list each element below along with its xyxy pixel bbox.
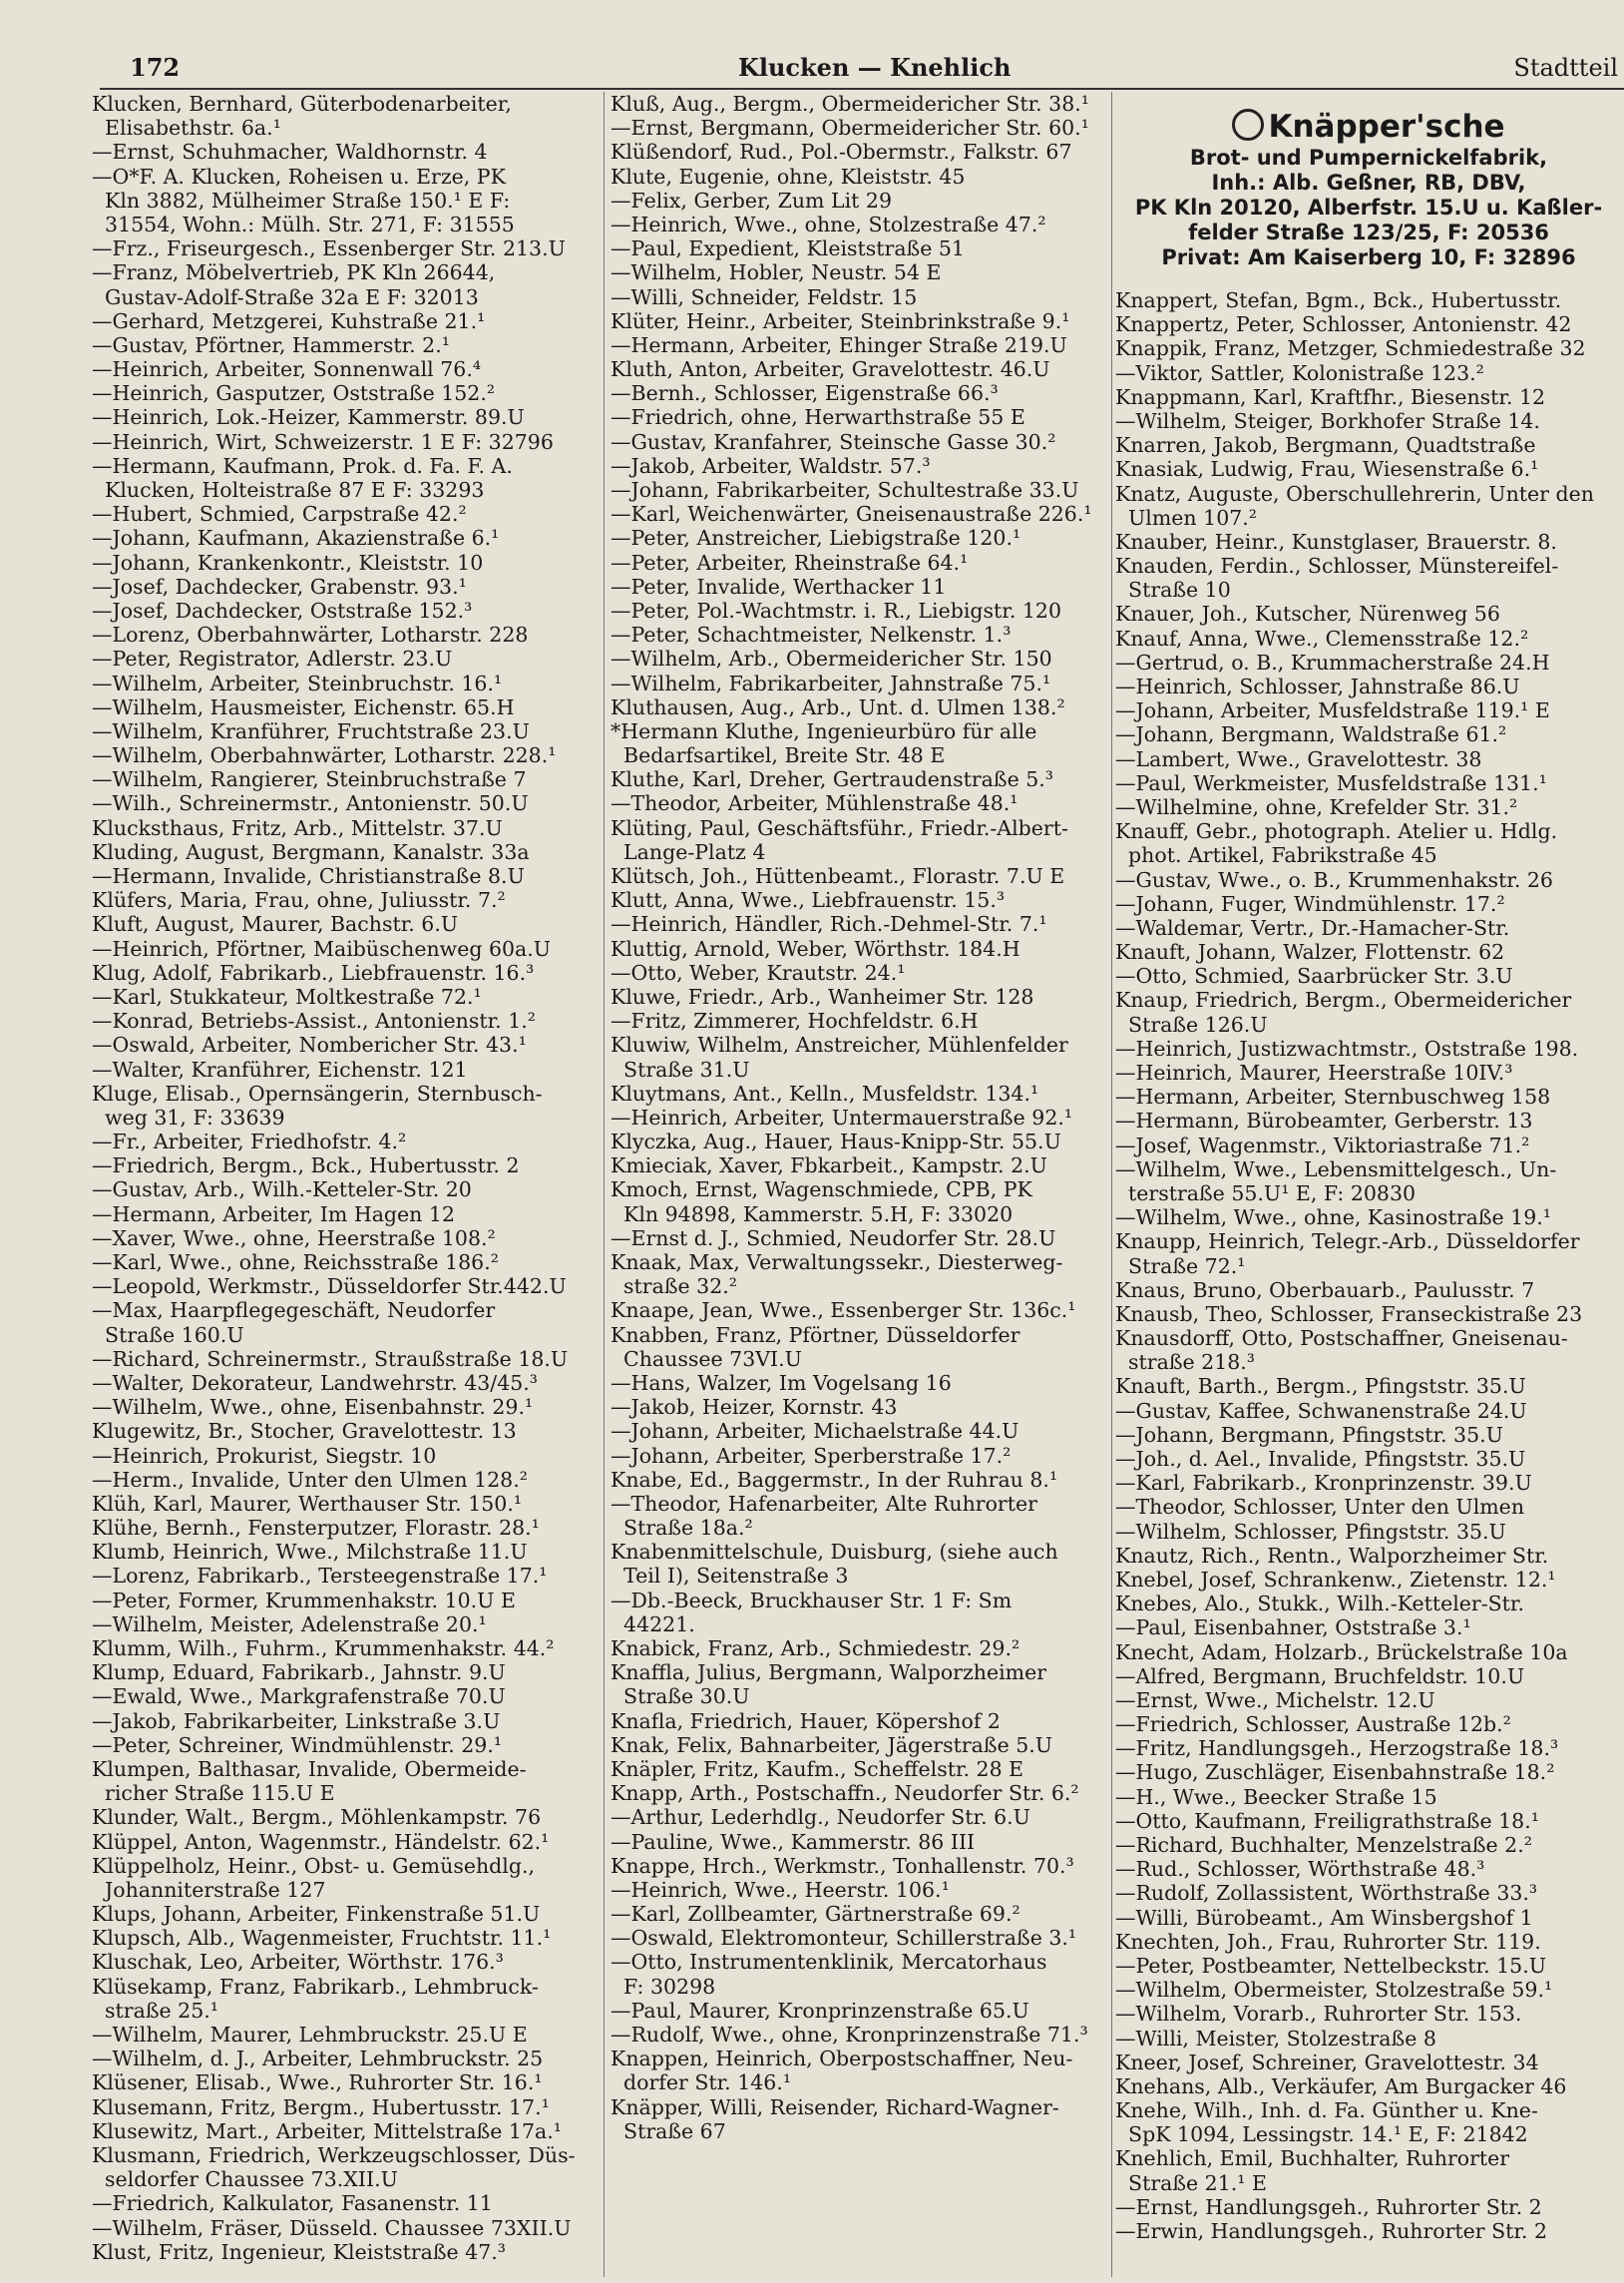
directory-entry-line: dorfer Str. 146.¹ [610,2070,792,2095]
page-title: Klucken — Knehlich [738,53,1012,82]
directory-entry-line: —Oswald, Arbeiter, Nombericher Str. 43.¹ [92,1033,527,1058]
directory-entry-line: Straße 30.U [610,1684,750,1709]
ad-line: PK Kln 20120, Alberfstr. 15.U u. Kaßler- [1134,196,1603,220]
directory-entry-line: —Xaver, Wwe., ohne, Heerstraße 108.² [92,1225,496,1250]
ad-title: Knäpper'sche [1268,109,1505,145]
directory-entry-line: Lange-Platz 4 [610,839,766,864]
directory-entry-line: Knappertz, Peter, Schlosser, Antonienstr. 42 [1115,312,1572,337]
directory-entry-line: —Peter, Arbeiter, Rheinstraße 64.¹ [610,550,969,575]
directory-entry-line: —Oswald, Elektromonteur, Schillerstraße 3.¹ [610,1926,1077,1951]
directory-entry-line: Knaup, Friedrich, Bergm., Obermeidericher [1115,988,1572,1013]
directory-entry-line: —Heinrich, Justizwachtmstr., Oststraße 198. [1115,1036,1579,1061]
directory-entry-line: —Hans, Walzer, Im Vogelsang 16 [610,1370,952,1395]
directory-entry-line: Klüh, Karl, Maurer, Werthauser Str. 150.¹ [92,1491,523,1516]
directory-entry-line: —Paul, Werkmeister, Musfeldstraße 131.¹ [1115,770,1547,795]
directory-entry-line: —Frz., Friseurgesch., Essenberger Str. 213.U [92,236,566,261]
directory-entry-line: —Richard, Schreinermstr., Straußstraße 18.U [92,1346,569,1371]
directory-entry-line: —Jakob, Fabrikarbeiter, Linkstraße 3.U [92,1708,501,1733]
directory-entry-line: Klugewitz, Br., Stocher, Gravelottestr. 13 [92,1419,517,1444]
directory-entry-line: Knehe, Wilh., Inh. d. Fa. Günther u. Kne- [1115,2098,1538,2123]
directory-entry-line: Klupsch, Alb., Wagenmeister, Fruchtstr. 11.¹ [92,1926,552,1951]
directory-entry-line: —Wilhelm, Meister, Adelenstraße 20.¹ [92,1611,487,1636]
directory-entry-line: Knechten, Joh., Frau, Ruhrorter Str. 119. [1115,1929,1541,1954]
directory-entry-line: —Heinrich, Wirt, Schweizerstr. 1 E F: 32796 [92,429,554,454]
directory-entry-line: Straße 72.¹ [1115,1253,1246,1278]
directory-entry-line: —Heinrich, Arbeiter, Sonnenwall 76.⁴ [92,357,482,382]
directory-entry-line: —Rud., Schlosser, Wörthstraße 48.³ [1115,1857,1485,1882]
directory-entry-line: —Gustav, Wwe., o. B., Krummenhakstr. 26 [1115,867,1553,892]
directory-entry-line: —Lambert, Wwe., Gravelottestr. 38 [1115,746,1482,771]
directory-entry-line: Straße 21.¹ E [1115,2170,1267,2195]
directory-entry-line: Klüting, Paul, Geschäftsführ., Friedr.-Albert- [610,815,1068,840]
directory-entry-line: —Johann, Arbeiter, Sperberstraße 17.² [610,1443,1012,1468]
directory-entry-line: weg 31, F: 33639 [92,1105,285,1130]
directory-entry-line: Straße 160.U [92,1322,244,1347]
directory-entry-line: —Otto, Instrumentenklinik, Mercatorhaus [610,1950,1047,1975]
directory-entry-line: Klumb, Heinrich, Wwe., Milchstraße 11.U [92,1540,528,1565]
directory-entry-line: —Rudolf, Zollassistent, Wörthstraße 33.³ [1115,1881,1538,1906]
directory-entry-line: Klute, Eugenie, ohne, Kleiststr. 45 [610,164,966,189]
directory-entry-line: 31554, Wohn.: Mülh. Str. 271, F: 31555 [92,212,515,236]
directory-entry-line: —Wilhelm, Arb., Obermeidericher Str. 150 [610,647,1052,672]
directory-entry-line: Kluß, Aug., Bergm., Obermeidericher Str. 38.¹ [610,92,1089,116]
directory-entry-line: Knabe, Ed., Baggermstr., In der Ruhrau 8.¹ [610,1467,1058,1492]
directory-entry-line: —Wilhelm, Obermeister, Stolzestraße 59.¹ [1115,1978,1553,2003]
directory-entry-line: richer Straße 115.U E [92,1781,335,1806]
ad-line: Inh.: Alb. Geßner, RB, DBV, [1211,171,1526,195]
directory-entry-line: Straße 18a.² [610,1516,753,1541]
directory-entry-line: —H., Wwe., Beecker Straße 15 [1115,1784,1437,1809]
directory-entry-line: Knappe, Hrch., Werkmstr., Tonhallenstr. 70.³ [610,1853,1074,1878]
directory-entry-line: —Gustav, Pförtner, Hammerstr. 2.¹ [92,332,450,357]
directory-entry-line: Kluth, Anton, Arbeiter, Gravelottestr. 46.U [610,357,1050,382]
directory-entry-line: —Wilhelmine, ohne, Krefelder Str. 31.² [1115,794,1518,819]
directory-entry-line: —Wilhelm, Hausmeister, Eichenstr. 65.H [92,694,515,719]
directory-entry-line: Knaupp, Heinrich, Telegr.-Arb., Düsseldorfer [1115,1229,1580,1254]
directory-entry-line: Klusemann, Fritz, Bergm., Hubertusstr. 17.¹ [92,2094,550,2119]
directory-entry-line: —Konrad, Betriebs-Assist., Antonienstr. 1.² [92,1009,536,1034]
directory-entry-line: —Heinrich, Pförtner, Maibüschenweg 60a.U [92,936,552,961]
directory-entry-line: —Karl, Zollbeamter, Gärtnerstraße 69.² [610,1902,1020,1927]
directory-entry-line: Ulmen 107.² [1115,505,1258,530]
directory-entry-line: Knausdorff, Otto, Postschaffner, Gneisenau- [1115,1326,1568,1351]
directory-entry-line: Knauft, Johann, Walzer, Flottenstr. 62 [1115,940,1505,965]
directory-entry-line: *Hermann Kluthe, Ingenieurbüro für alle [610,718,1037,743]
directory-entry-line: —Otto, Weber, Krautstr. 24.¹ [610,960,906,985]
directory-entry-line: Knausb, Theo, Schlosser, Franseckistraße 23 [1115,1301,1583,1326]
directory-entry-line: —Wilh., Schreinermstr., Antonienstr. 50.U [92,791,529,816]
directory-entry-line: Kluttig, Arnold, Weber, Wörthstr. 184.H [610,936,1020,961]
directory-entry-line: Kluwe, Friedr., Arb., Wanheimer Str. 128 [610,984,1034,1009]
directory-entry-line: —Hermann, Arbeiter, Im Hagen 12 [92,1201,455,1226]
directory-entry-line: terstraße 55.U¹ E, F: 20830 [1115,1180,1417,1205]
directory-entry-line: —Otto, Kaufmann, Freiligrathstraße 18.¹ [1115,1808,1539,1833]
directory-entry-line: —Arthur, Lederhdlg., Neudorfer Str. 6.U [610,1805,1030,1830]
directory-entry-line: —Joh., d. Ael., Invalide, Pfingststr. 35.U [1115,1447,1526,1471]
directory-entry-line: Knabben, Franz, Pförtner, Düsseldorfer [610,1322,1020,1347]
directory-entry-line: —Wilhelm, Oberbahnwärter, Lotharstr. 228.¹ [92,743,557,768]
directory-entry-line: Klusmann, Friedrich, Werkzeugschlosser, Düs- [92,2142,576,2167]
directory-entry-line: —Johann, Krankenkontr., Kleiststr. 10 [92,550,484,575]
directory-entry-line: Knauft, Barth., Bergm., Pfingststr. 35.U [1115,1374,1526,1399]
directory-entry-line: —Karl, Weichenwärter, Gneisenaustraße 226.¹ [610,502,1092,527]
directory-entry-line: —Ernst d. J., Schmied, Neudorfer Str. 28.U [610,1225,1056,1250]
directory-entry-line: Klumpen, Balthasar, Invalide, Obermeide- [92,1756,527,1781]
directory-entry-line: Kluytmans, Ant., Kelln., Musfeldstr. 134.¹ [610,1081,1039,1106]
directory-entry-line: —Jakob, Arbeiter, Waldstr. 57.³ [610,453,931,478]
directory-entry-line: —Willi, Schneider, Feldstr. 15 [610,284,918,309]
directory-entry-line: Kln 3882, Mülheimer Straße 150.¹ E F: [92,188,511,213]
directory-entry-line: —Wilhelm, Arbeiter, Steinbruchstr. 16.¹ [92,671,503,695]
directory-entry-line: —Peter, Invalide, Werthacker 11 [610,574,947,599]
directory-entry-line: Knauber, Heinr., Kunstglaser, Brauerstr. 8. [1115,529,1557,554]
directory-entry-line: Kluding, August, Bergmann, Kanalstr. 33a [92,839,530,864]
directory-entry-line: Klucken, Holteistraße 87 E F: 33293 [92,478,485,502]
directory-entry-line: —Fr., Arbeiter, Friedhofstr. 4.² [92,1130,407,1154]
directory-entry-line: —Hermann, Invalide, Christianstraße 8.U [92,864,525,888]
directory-entry-line: Klüfers, Maria, Frau, ohne, Juliusstr. 7.² [92,888,506,913]
directory-entry-line: —Ernst, Wwe., Michelstr. 12.U [1115,1687,1435,1712]
directory-entry-line: —Richard, Buchhalter, Menzelstraße 2.² [1115,1833,1532,1857]
directory-entry-line: Klucksthaus, Fritz, Arb., Mittelstr. 37.U [92,815,503,840]
directory-entry-line: phot. Artikel, Fabrikstraße 45 [1115,843,1437,868]
directory-entry-line: Knehans, Alb., Verkäufer, Am Burgacker 46 [1115,2073,1567,2098]
ad-line: felder Straße 123/25, F: 20536 [1188,221,1549,244]
directory-entry-line: Kln 94898, Kammerstr. 5.H, F: 33020 [610,1201,1014,1226]
directory-entry-line: Knaape, Jean, Wwe., Essenberger Str. 136c.¹ [610,1298,1076,1323]
directory-entry-line: —Bernh., Schlosser, Eigenstraße 66.³ [610,381,999,406]
directory-entry-line: —Karl, Fabrikarb., Kronprinzenstr. 39.U [1115,1471,1532,1496]
directory-entry-line: —Gertrud, o. B., Krummacherstraße 24.H [1115,650,1550,675]
directory-entry-line: —Josef, Wagenmstr., Viktoriastraße 71.² [1115,1133,1530,1157]
directory-entry-line: Knappik, Franz, Metzger, Schmiedestraße 32 [1115,336,1586,361]
directory-entry-line: straße 25.¹ [92,1998,218,2023]
directory-entry-line: —Theodor, Arbeiter, Mühlenstraße 48.¹ [610,791,1018,816]
directory-entry-line: —Gustav, Arb., Wilh.-Ketteler-Str. 20 [92,1177,472,1202]
directory-entry-line: Knabick, Franz, Arb., Schmiedestr. 29.² [610,1636,1020,1660]
directory-entry-line: —Paul, Expedient, Kleiststraße 51 [610,236,965,261]
directory-entry-line: straße 218.³ [1115,1350,1256,1375]
directory-entry-line: —Otto, Schmied, Saarbrücker Str. 3.U [1115,964,1513,989]
directory-entry-line: —Wilhelm, Fabrikarbeiter, Jahnstraße 75.¹ [610,671,1051,695]
directory-entry-line: —Viktor, Sattler, Kolonistraße 123.² [1115,360,1484,385]
directory-entry-line: —Heinrich, Schlosser, Jahnstraße 86.U [1115,675,1520,698]
directory-entry-line: Knaak, Max, Verwaltungssekr., Diesterweg- [610,1250,1063,1274]
directory-entry-line: —Wilhelm, Schlosser, Pfingststr. 35.U [1115,1519,1506,1544]
directory-entry-line: —Lorenz, Fabrikarb., Tersteegenstraße 17.¹ [92,1564,548,1589]
header-right-label: Stadtteil [1513,54,1618,82]
directory-entry-line: Kneer, Josef, Schreiner, Gravelottestr. 34 [1115,2050,1539,2074]
directory-entry-line: —Db.-Beeck, Bruckhauser Str. 1 F: Sm [610,1588,1013,1612]
directory-entry-line: —Wilhelm, Vorarb., Ruhrorter Str. 153. [1115,2002,1522,2027]
directory-entry-line: —Wilhelm, Wwe., ohne, Kasinostraße 19.¹ [1115,1205,1551,1230]
page-number: 172 [130,53,181,82]
directory-entry-line: —Josef, Dachdecker, Oststraße 152.³ [92,598,473,623]
directory-entry-line: —Heinrich, Maurer, Heerstraße 10IV.³ [1115,1061,1513,1085]
ad-line: Brot- und Pumpernickelfabrik, [1189,146,1548,170]
directory-entry-line: Klyczka, Aug., Hauer, Haus-Knipp-Str. 55.U [610,1130,1061,1154]
directory-entry-line: —Peter, Pol.-Wachtmstr. i. R., Liebigstr. 120 [610,598,1061,623]
directory-entry-line: —Franz, Möbelvertrieb, PK Kln 26644, [92,260,496,285]
directory-entry-line: Straße 126.U [1115,1012,1268,1037]
directory-entry-line: —Johann, Arbeiter, Michaelstraße 44.U [610,1419,1019,1444]
directory-entry-line: Klust, Fritz, Ingenieur, Kleiststraße 47.³ [92,2239,507,2264]
directory-entry-line: Chaussee 73VI.U [610,1346,802,1371]
directory-entry-line: Johanniterstraße 127 [92,1877,326,1902]
directory-entry-line: —Willi, Meister, Stolzestraße 8 [1115,2026,1436,2051]
directory-entry-line: Klumm, Wilh., Fuhrm., Krummenhakstr. 44.² [92,1636,555,1660]
column-2 [610,92,1119,2279]
directory-entry-line: —Hermann, Arbeiter, Ehinger Straße 219.U [610,332,1067,357]
directory-entry-line: —Hermann, Bürobeamter, Gerberstr. 13 [1115,1109,1533,1134]
advertisement [1115,108,1622,270]
directory-entry-line: —Waldemar, Vertr., Dr.-Hamacher-Str. [1115,915,1510,940]
page-header [100,48,1624,90]
directory-entry-line: —Josef, Dachdecker, Grabenstr. 93.¹ [92,574,467,599]
directory-entry-line: —Wilhelm, Kranführer, Fruchtstraße 23.U [92,718,530,743]
directory-entry-line: —Gerhard, Metzgerei, Kuhstraße 21.¹ [92,308,486,333]
directory-entry-line: —Gustav, Kranfahrer, Steinsche Gasse 30.² [610,429,1056,454]
directory-entry-line: Knafla, Friedrich, Hauer, Köpershof 2 [610,1708,1001,1733]
directory-entry-line: Kluschak, Leo, Arbeiter, Wörthstr. 176.³ [92,1950,504,1975]
directory-entry-line: Straße 10 [1115,578,1231,603]
directory-entry-line: —Heinrich, Wwe., Heerstr. 106.¹ [610,1877,950,1902]
directory-entry-line: —Heinrich, Arbeiter, Untermauerstraße 92.¹ [610,1105,1073,1130]
directory-entry-line: —Herm., Invalide, Unter den Ulmen 128.² [92,1467,528,1492]
directory-entry-line: Knautz, Rich., Rentn., Walporzheimer Str. [1115,1543,1549,1568]
directory-entry-line: —Ernst, Bergmann, Obermeidericher Str. 60.¹ [610,116,1089,141]
directory-entry-line: Klüsekamp, Franz, Fabrikarb., Lehmbruck- [92,1974,539,1999]
directory-entry-line: —Wilhelm, Wwe., ohne, Eisenbahnstr. 29.¹ [92,1395,534,1420]
directory-entry-line: —Hermann, Arbeiter, Sternbuschweg 158 [1115,1085,1551,1110]
directory-entry-line: Teil I), Seitenstraße 3 [610,1564,849,1589]
directory-entry-line: —Fritz, Handlungsgeh., Herzogstraße 18.³ [1115,1736,1559,1761]
directory-entry-line: Knappmann, Karl, Kraftfhr., Biesenstr. 12 [1115,384,1546,409]
directory-entry-line: Klunder, Walt., Bergm., Möhlenkampstr. 76 [92,1805,542,1830]
directory-entry-line: —Jakob, Heizer, Kornstr. 43 [610,1395,898,1420]
directory-entry-line: Knehlich, Emil, Buchhalter, Ruhrorter [1115,2146,1510,2171]
directory-entry-line: —Friedrich, Schlosser, Austraße 12b.² [1115,1712,1511,1737]
directory-entry-line: —Rudolf, Wwe., ohne, Kronprinzenstraße 71.³ [610,2023,1088,2047]
directory-entry-line: —Heinrich, Gasputzer, Oststraße 152.² [92,381,496,406]
directory-entry-line: —Heinrich, Wwe., ohne, Stolzestraße 47.² [610,212,1046,236]
directory-entry-line: Knabenmittelschule, Duisburg, (siehe auch [610,1540,1058,1565]
directory-entry-line: Knatz, Auguste, Oberschullehrerin, Unter den [1115,481,1594,506]
directory-entry-line: Kmieciak, Xaver, Fbkarbeit., Kampstr. 2.U [610,1153,1047,1178]
directory-entry-line: Knebel, Josef, Schrankenw., Zietenstr. 12.¹ [1115,1567,1556,1592]
directory-entry-line: F: 30298 [610,1974,716,1999]
directory-entry-line: —Lorenz, Oberbahnwärter, Lotharstr. 228 [92,623,529,648]
directory-entry-line: —Peter, Registrator, Adlerstr. 23.U [92,647,453,672]
directory-entry-line: Knaffla, Julius, Bergmann, Walporzheimer [610,1660,1047,1685]
directory-entry-line: —Wilhelm, Steiger, Borkhofer Straße 14. [1115,408,1540,433]
directory-entry-line: —Fritz, Zimmerer, Hochfeldstr. 6.H [610,1009,979,1034]
directory-entry-line: —Friedrich, Kalkulator, Fasanenstr. 11 [92,2191,493,2216]
directory-entry-line: Kmoch, Ernst, Wagenschmiede, CPB, PK [610,1177,1032,1202]
directory-entry-line: —Wilhelm, Wwe., Lebensmittelgesch., Un- [1115,1156,1557,1181]
directory-entry-line: —Friedrich, Bergm., Bck., Hubertusstr. 2 [92,1153,520,1178]
directory-entry-line: —Karl, Wwe., ohne, Reichsstraße 186.² [92,1250,499,1274]
ad-line: Privat: Am Kaiserberg 10, F: 32896 [1161,245,1576,269]
directory-entry-line: Klüßendorf, Rud., Pol.-Obermstr., Falkstr. 67 [610,140,1072,165]
directory-entry-line: —Erwin, Handlungsgeh., Ruhrorter Str. 2 [1115,2219,1548,2243]
directory-entry-line: Klühe, Bernh., Fensterputzer, Florastr. 28.¹ [92,1516,540,1541]
directory-entry-line: —Ernst, Handlungsgeh., Ruhrorter Str. 2 [1115,2194,1542,2219]
directory-entry-line: Klusewitz, Mart., Arbeiter, Mittelstraße 17a.¹ [92,2118,562,2143]
directory-entry-line: —Gustav, Kaffee, Schwanenstraße 24.U [1115,1398,1527,1423]
column-divider [604,92,605,2277]
directory-entry-line: Kluthausen, Aug., Arb., Unt. d. Ulmen 138.² [610,694,1065,719]
directory-entry-line: —Johann, Bergmann, Pfingststr. 35.U [1115,1422,1503,1447]
directory-entry-line: —Pauline, Wwe., Kammerstr. 86 III [610,1829,976,1854]
directory-entry-line: Klug, Adolf, Fabrikarb., Liebfrauenstr. 16.³ [92,960,535,985]
directory-entry-line: —Wilhelm, Maurer, Lehmbruckstr. 25.U E [92,2023,528,2047]
directory-entry-line: —Johann, Bergmann, Waldstraße 61.² [1115,722,1507,747]
directory-entry-line: Knebes, Alo., Stukk., Wilh.-Ketteler-Str. [1115,1592,1524,1616]
directory-entry-line: —Leopold, Werkmstr., Düsseldorfer Str.442.U [92,1274,567,1299]
directory-entry-line: —Theodor, Hafenarbeiter, Alte Ruhrorter [610,1491,1037,1516]
directory-entry-line: Straße 67 [610,2118,726,2143]
directory-entry-line: —Peter, Schachtmeister, Nelkenstr. 1.³ [610,623,1012,648]
directory-entry-line: —Wilhelm, d. J., Arbeiter, Lehmbruckstr. 25 [92,2047,544,2071]
directory-entry-line: —Felix, Gerber, Zum Lit 29 [610,188,892,213]
directory-entry-line: —Alfred, Bergmann, Bruchfeldstr. 10.U [1115,1663,1525,1688]
directory-entry-line: —Theodor, Schlosser, Unter den Ulmen [1115,1495,1525,1520]
directory-entry-line: —Peter, Anstreicher, Liebigstraße 120.¹ [610,526,1021,551]
directory-entry-line: Knapp, Arth., Postschaffn., Neudorfer Str. 6.² [610,1781,1079,1806]
directory-entry-line: 44221. [610,1611,695,1636]
directory-entry-line: Kluthe, Karl, Dreher, Gertraudenstraße 5.³ [610,767,1054,792]
directory-entry-line: Klutt, Anna, Wwe., Liebfrauenstr. 15.³ [610,888,1006,913]
directory-entry-line: —Wilhelm, Fräser, Düsseld. Chaussee 73XII.U [92,2215,572,2240]
directory-entry-line: —Paul, Eisenbahner, Oststraße 3.¹ [1115,1615,1471,1640]
column-3 [1115,92,1622,2279]
directory-entry-line: Klucken, Bernhard, Güterbodenarbeiter, [92,92,512,116]
directory-entry-line: —Hugo, Zuschläger, Eisenbahnstraße 18.² [1115,1760,1555,1785]
directory-entry-line: Klups, Johann, Arbeiter, Finkenstraße 51.U [92,1902,541,1927]
directory-entry-line: —Hubert, Schmied, Carpstraße 42.² [92,502,467,527]
directory-entry-line: Knauer, Joh., Kutscher, Nürenweg 56 [1115,602,1500,627]
directory-entry-line: Knarren, Jakob, Bergmann, Quadtstraße [1115,433,1536,458]
directory-entry-line: Klump, Eduard, Fabrikarb., Jahnstr. 9.U [92,1660,506,1685]
directory-entry-line: Elisabethstr. 6a.¹ [92,116,281,141]
directory-entry-line: Knak, Felix, Bahnarbeiter, Jägerstraße 5.U [610,1732,1053,1757]
directory-entry-line: —Friedrich, ohne, Herwarthstraße 55 E [610,405,1025,430]
directory-entry-line: —Willi, Bürobeamt., Am Winsbergshof 1 [1115,1905,1533,1930]
directory-entry-line: —Ewald, Wwe., Markgrafenstraße 70.U [92,1684,506,1709]
directory-entry-line: Knappert, Stefan, Bgm., Bck., Hubertusstr. [1115,288,1562,312]
directory-entry-line: Kluwiw, Wilhelm, Anstreicher, Mühlenfelder [610,1033,1068,1058]
directory-entry-line: Straße 31.U [610,1057,750,1082]
logo-ring-icon [1232,109,1264,141]
directory-entry-line: SpK 1094, Lessingstr. 14.¹ E, F: 21842 [1115,2122,1528,2147]
directory-entry-line: —Hermann, Kaufmann, Prok. d. Fa. F. A. [92,453,513,478]
directory-entry-line: Knecht, Adam, Holzarb., Brückelstraße 10a [1115,1639,1568,1664]
directory-entry-line: —Heinrich, Lok.-Heizer, Kammerstr. 89.U [92,405,525,430]
directory-entry-line: Knauden, Ferdin., Schlosser, Münstereifel- [1115,554,1559,579]
directory-entry-line: seldorfer Chaussee 73.XII.U [92,2167,398,2192]
directory-entry-line: Klüter, Heinr., Arbeiter, Steinbrinkstraße 9.¹ [610,308,1070,333]
directory-entry-line: Knäpper, Willi, Reisender, Richard-Wagner- [610,2094,1059,2119]
directory-entry-line: Knauf, Anna, Wwe., Clemensstraße 12.² [1115,626,1529,651]
directory-entry-line: —Heinrich, Prokurist, Siegstr. 10 [92,1443,437,1468]
directory-entry-line: Kluft, August, Maurer, Bachstr. 6.U [92,912,459,937]
directory-entry-line: —Peter, Schreiner, Windmühlenstr. 29.¹ [92,1732,503,1757]
directory-entry-line: —Karl, Stukkateur, Moltkestraße 72.¹ [92,984,482,1009]
directory-entry-line: Knaus, Bruno, Oberbauarb., Paulusstr. 7 [1115,1277,1535,1302]
directory-entry-line: Knappen, Heinrich, Oberpostschaffner, Neu- [610,2047,1073,2071]
directory-entry-line: Bedarfsartikel, Breite Str. 48 E [610,743,946,768]
directory-entry-line: —Johann, Arbeiter, Musfeldstraße 119.¹ E [1115,698,1550,723]
directory-entry-line: —Walter, Kranführer, Eichenstr. 121 [92,1057,468,1082]
directory-entry-line: Klüppelholz, Heinr., Obst- u. Gemüsehdlg., [92,1853,536,1878]
directory-entry-line: —Johann, Fabrikarbeiter, Schultestraße 33.U [610,478,1079,502]
column-1 [92,92,603,2279]
directory-entry-line: Knasiak, Ludwig, Frau, Wiesenstraße 6.¹ [1115,457,1539,482]
directory-entry-line: —Johann, Kaufmann, Akazienstraße 6.¹ [92,526,500,551]
directory-entry-line: straße 32.² [610,1274,737,1299]
directory-entry-line: —Wilhelm, Rangierer, Steinbruchstraße 7 [92,767,527,792]
directory-entry-line: —Wilhelm, Hobler, Neustr. 54 E [610,260,942,285]
directory-entry-line: Knäpler, Fritz, Kaufm., Scheffelstr. 28 E [610,1756,1024,1781]
directory-entry-line: Kluge, Elisab., Opernsängerin, Sternbusch- [92,1081,543,1106]
directory-entry-line: Klütsch, Joh., Hüttenbeamt., Florastr. 7.U E [610,864,1065,888]
directory-entry-line: Gustav-Adolf-Straße 32a E F: 32013 [92,284,479,309]
directory-entry-line: —Max, Haarpflegegeschäft, Neudorfer [92,1298,496,1323]
directory-entry-line: Knauff, Gebr., photograph. Atelier u. Hdlg. [1115,819,1558,844]
directory-entry-line: —Peter, Former, Krummenhakstr. 10.U E [92,1588,516,1612]
directory-entry-line: Klüsener, Elisab., Wwe., Ruhrorter Str. 16.¹ [92,2070,543,2095]
directory-entry-line: —Heinrich, Händler, Rich.-Dehmel-Str. 7.¹ [610,912,1047,937]
directory-entry-line: —Johann, Fuger, Windmühlenstr. 17.² [1115,891,1505,916]
directory-entry-line: —Ernst, Schuhmacher, Waldhornstr. 4 [92,140,488,165]
directory-entry-line: Klüppel, Anton, Wagenmstr., Händelstr. 62.¹ [92,1829,550,1854]
directory-entry-line: —Peter, Postbeamter, Nettelbeckstr. 15.U [1115,1953,1546,1978]
directory-entry-line: —O*F. A. Klucken, Roheisen u. Erze, PK [92,164,506,189]
directory-entry-line: —Paul, Maurer, Kronprinzenstraße 65.U [610,1998,1029,2023]
directory-entry-line: —Walter, Dekorateur, Landwehrstr. 43/45.³ [92,1370,539,1395]
